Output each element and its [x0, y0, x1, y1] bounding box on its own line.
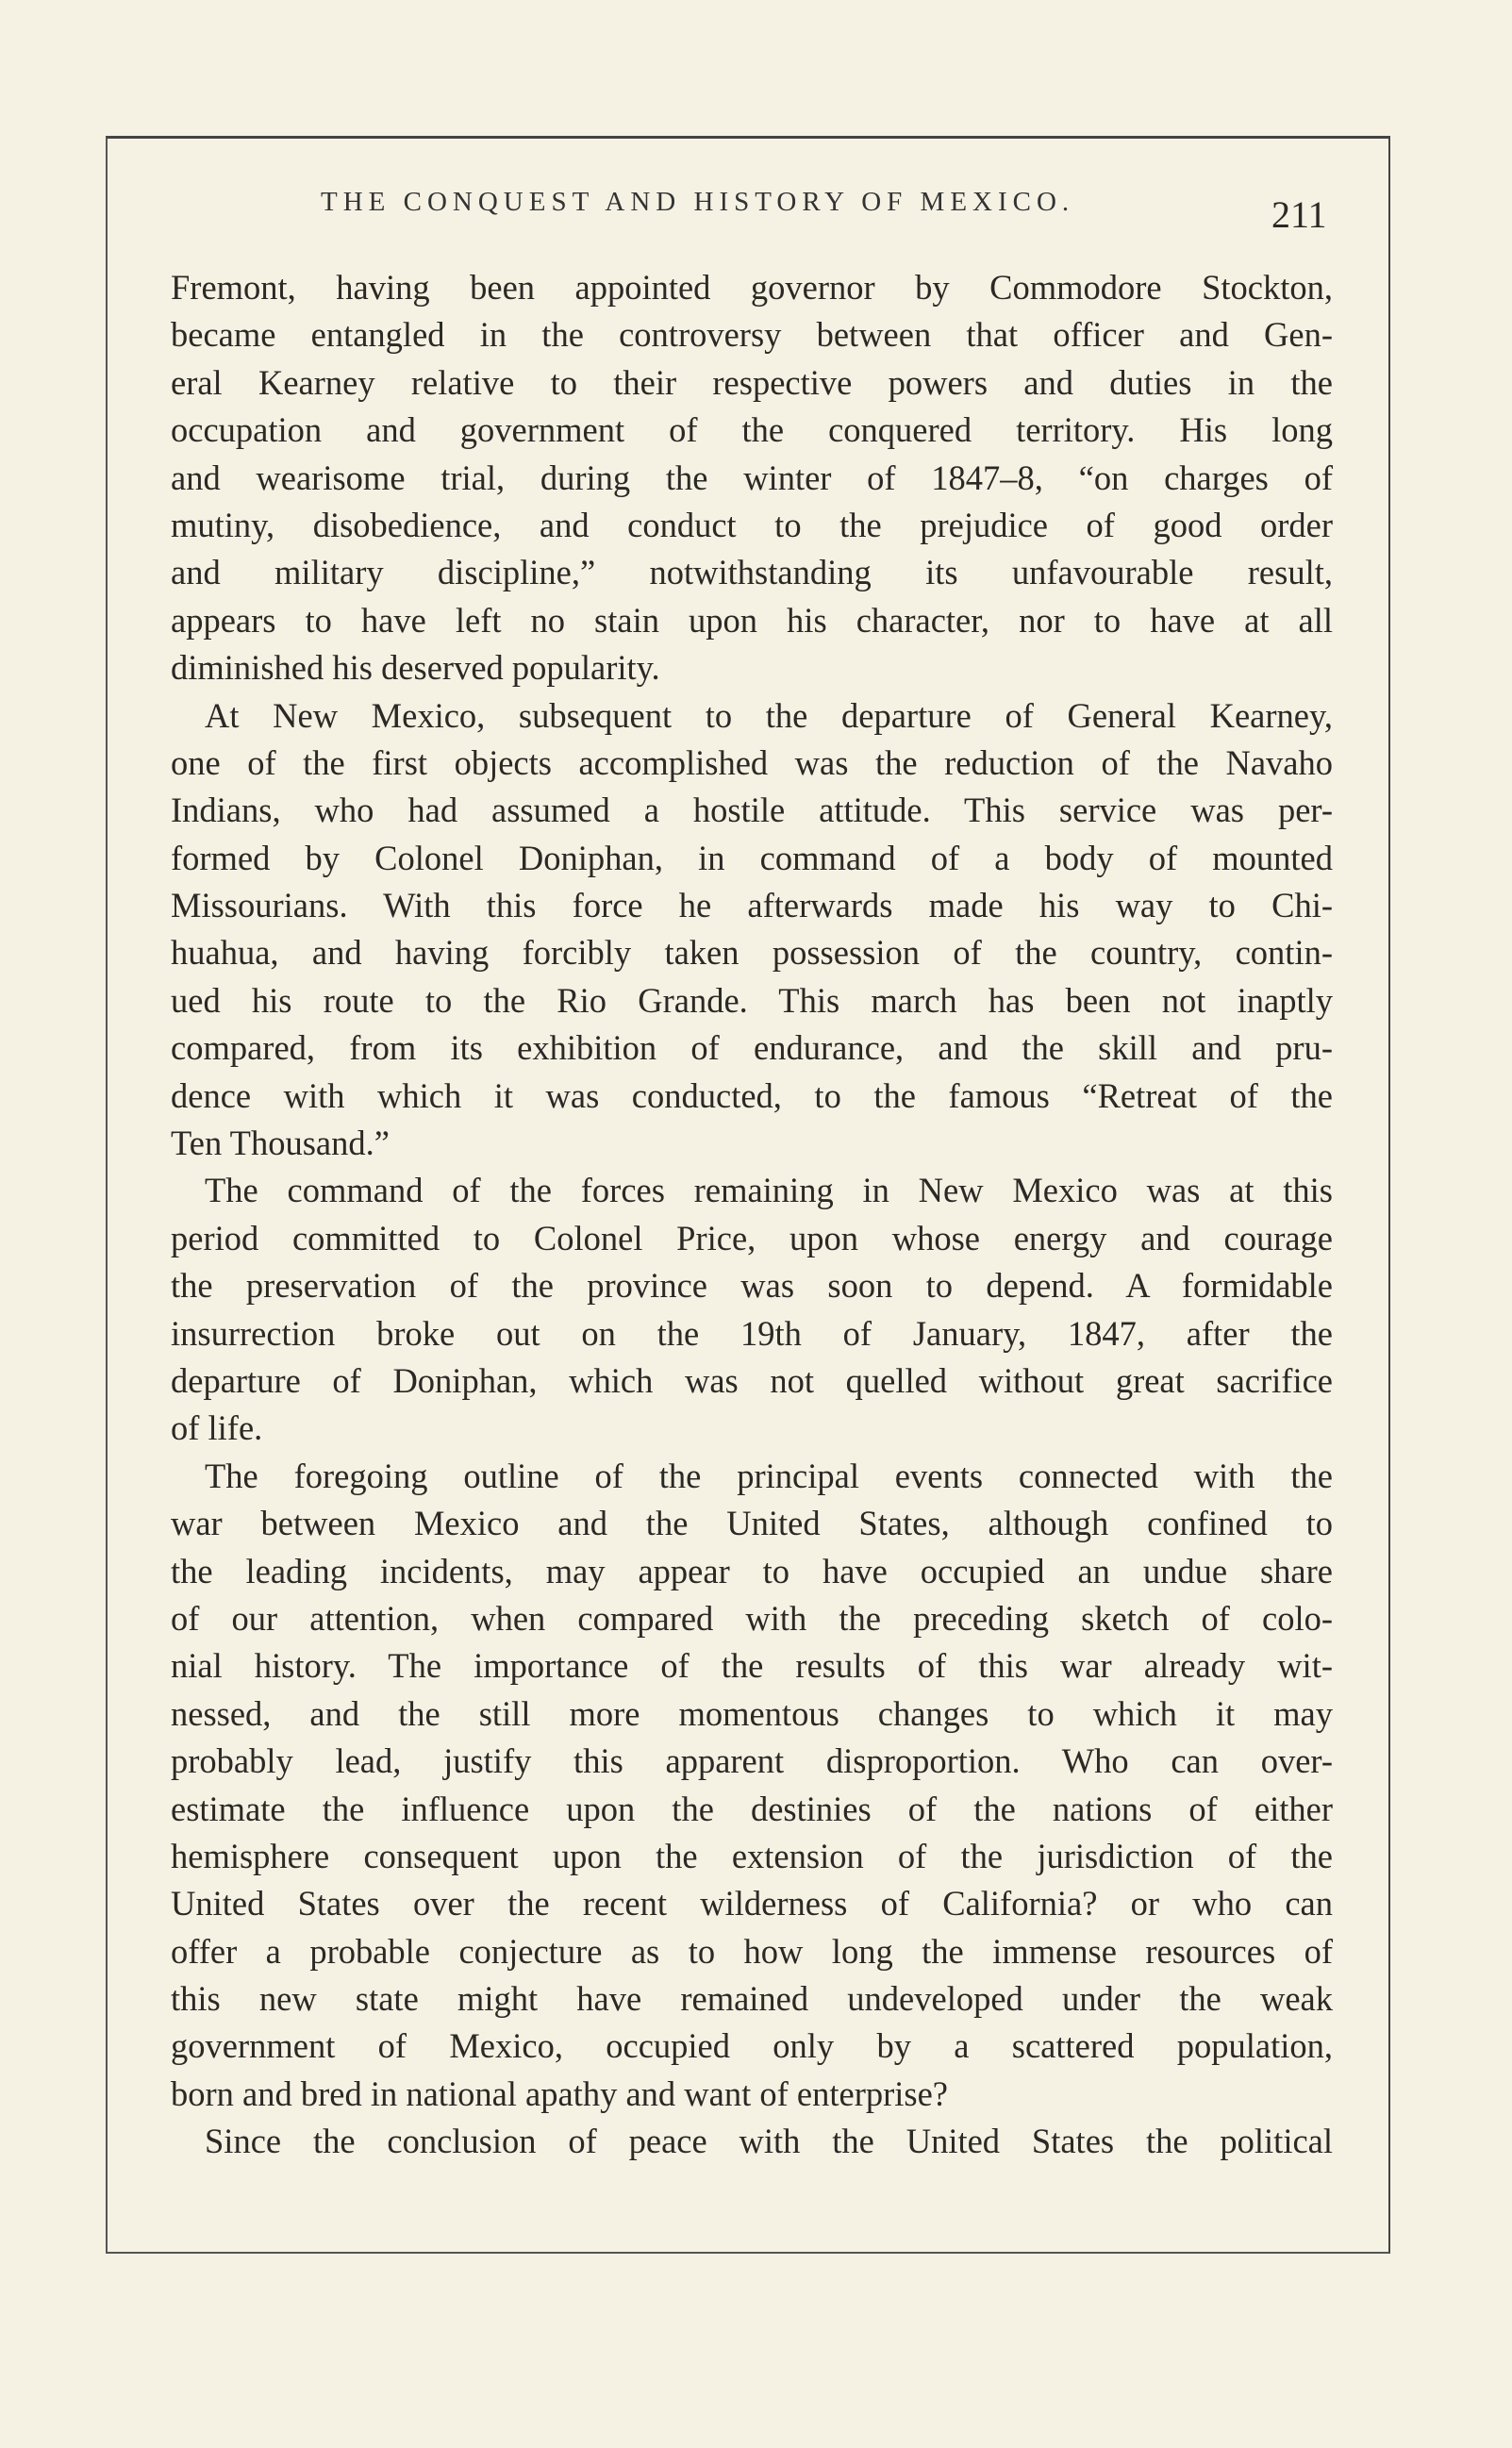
text-line: formed by Colonel Doniphan, in command of a body of mounted [171, 838, 1333, 877]
text-line: Fremont, having been appointed governor by Commodore Stockton, [171, 268, 1333, 307]
text-line: huahua, and having forcibly taken possession of the country, contin- [171, 933, 1333, 973]
text-line: estimate the influence upon the destinies of the nations of either [171, 1789, 1333, 1828]
text-line: appears to have left no stain upon his character, nor to have at all [171, 600, 1333, 640]
text-line: diminished his deserved popularity. [171, 648, 660, 688]
text-line: Missourians. With this force he afterwards made his way to Chi- [171, 886, 1333, 925]
text-line: war between Mexico and the United States, although confined to [171, 1504, 1333, 1543]
text-line: of life. [171, 1408, 263, 1448]
text-line: Ten Thousand.” [171, 1124, 390, 1163]
text-line: occupation and government of the conquered territory. His long [171, 410, 1333, 450]
text-line: the leading incidents, may appear to have occupied an undue share [171, 1551, 1333, 1590]
paragraph [171, 2118, 1333, 2165]
text-line: Indians, who had assumed a hostile attitude. This service was per- [171, 791, 1333, 830]
text-line: United States over the recent wilderness of California? or who can [171, 1884, 1333, 1923]
text-line: The command of the forces remaining in New Mexico was at this [205, 1171, 1333, 1210]
text-line: the preservation of the province was soon to depend. A formidable [171, 1266, 1333, 1306]
text-line: period committed to Colonel Price, upon whose energy and courage [171, 1218, 1333, 1257]
text-line: Since the conclusion of peace with the United States the political [205, 2122, 1333, 2161]
paragraph [171, 692, 1333, 1168]
body-text [171, 264, 1333, 2166]
text-line: and wearisome trial, during the winter of 1847–8, “on charges of [171, 458, 1333, 497]
text-line: hemisphere consequent upon the extension of the jurisdiction of the [171, 1836, 1333, 1875]
paragraph [171, 1167, 1333, 1452]
text-line: offer a probable conjecture as to how long the immense resources of [171, 1931, 1333, 1971]
text-line: born and bred in national apathy and want of enterprise? [171, 2073, 948, 2113]
text-line: and military discipline,” notwithstanding its unfavourable result, [171, 553, 1333, 592]
text-line: became entangled in the controversy between that officer and Gen- [171, 315, 1333, 355]
text-line: nessed, and the still more momentous changes to which it may [171, 1693, 1333, 1733]
running-header: THE CONQUEST AND HISTORY OF MEXICO. [321, 187, 1075, 217]
page-number: 211 [1271, 193, 1327, 236]
text-line: government of Mexico, occupied only by a scattered population, [171, 2026, 1333, 2066]
paragraph [171, 1453, 1333, 2118]
text-line: one of the first objects accomplished was the reduction of the Navaho [171, 742, 1333, 782]
text-line: probably lead, justify this apparent disproportion. Who can over- [171, 1741, 1333, 1781]
text-line: eral Kearney relative to their respective powers and duties in the [171, 362, 1333, 402]
text-line: ued his route to the Rio Grande. This march has been not inaptly [171, 980, 1333, 1020]
text-line: nial history. The importance of the results of this war already wit- [171, 1646, 1333, 1686]
text-line: dence with which it was conducted, to the famous “Retreat of the [171, 1075, 1333, 1115]
text-line: insurrection broke out on the 19th of January, 1847, after the [171, 1313, 1333, 1353]
text-line: departure of Doniphan, which was not quelled without great sacrifice [171, 1360, 1333, 1400]
text-line: At New Mexico, subsequent to the departure of General Kearney, [205, 695, 1333, 735]
text-line: mutiny, disobedience, and conduct to the prejudice of good order [171, 505, 1333, 544]
text-line: compared, from its exhibition of endurance, and the skill and pru- [171, 1028, 1333, 1068]
text-line: The foregoing outline of the principal events connected with the [205, 1456, 1333, 1495]
text-line: of our attention, when compared with the preceding sketch of colo- [171, 1598, 1333, 1638]
text-line: this new state might have remained undeveloped under the weak [171, 1979, 1333, 2019]
paragraph [171, 264, 1333, 692]
